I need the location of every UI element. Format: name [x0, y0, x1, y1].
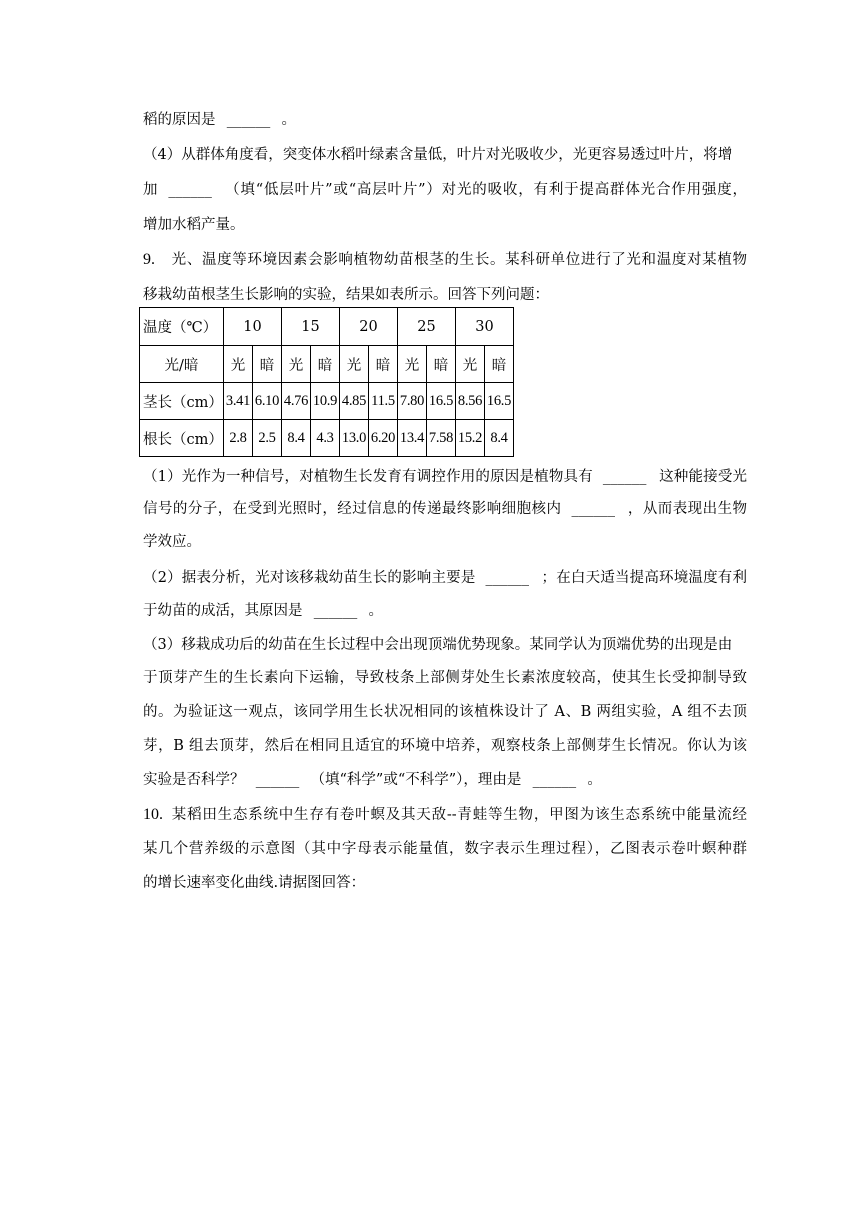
text-line: 实验是否科学？ ______ （填“科学”或“不科学”），理由是 ______ 。	[143, 772, 602, 788]
text-line: （4）从群体角度看，突变体水稻叶绿素含量低，叶片对光吸收少，光更容易透过叶片，将增	[143, 147, 733, 163]
question-number: 9.	[143, 251, 155, 268]
text-line: 增加水稻产量。	[143, 217, 245, 233]
table-row-label-root: 根长（cm）	[140, 420, 224, 457]
table-cell-light: 光	[340, 346, 369, 383]
table-cell-dark: 暗	[253, 346, 282, 383]
answer-blank: ______	[168, 182, 212, 198]
text-line: 芽，B 组去顶芽，然后在相同且适宜的环境中培养，观察枝条上部侧芽生长情况。你认为该	[143, 738, 747, 754]
text-line: 于幼苗的成活，其原因是 ______ 。	[143, 603, 383, 619]
table-cell: 6.10	[253, 383, 282, 420]
table-cell: 10.9	[311, 383, 340, 420]
table-row-label-stem: 茎长（cm）	[140, 383, 224, 420]
table-cell: 13.4	[398, 420, 427, 457]
table-cell-dark: 暗	[485, 346, 514, 383]
question-number: 10.	[143, 806, 163, 823]
table-cell-dark: 暗	[427, 346, 456, 383]
text-line: （3）移栽成功后的幼苗在生长过程中会出现顶端优势现象。某同学认为顶端优势的出现是由	[143, 637, 733, 653]
table-cell: 13.0	[340, 420, 369, 457]
data-table	[139, 307, 514, 457]
answer-blank: ______	[226, 112, 271, 128]
table-header-temp: 20	[340, 308, 398, 346]
table-row	[140, 383, 514, 420]
table-row	[140, 420, 514, 457]
question-10-line-1: 10. 某稻田生态系统中生存有卷叶螟及其天敌--青蛙等生物，甲图为该生态系统中能量流经	[143, 806, 747, 823]
table-cell: 15.2	[456, 420, 485, 457]
text-line: （2）据表分析，光对该移栽幼苗生长的影响主要是 ______ ；在白天适当提高环境温度有利	[143, 570, 747, 586]
text-line: 加 ______ （填“低层叶片”或“高层叶片”）对光的吸收，有利于提高群体光合作用强度，	[143, 182, 747, 198]
table-cell-light: 光	[398, 346, 427, 383]
table-cell: 4.85	[340, 383, 369, 420]
table-cell: 8.4	[485, 420, 514, 457]
table-sub-label: 光/暗	[140, 346, 224, 383]
table-cell-dark: 暗	[369, 346, 398, 383]
table-header-temp: 25	[398, 308, 456, 346]
answer-blank: ______	[571, 501, 615, 517]
table-cell: 11.5	[369, 383, 398, 420]
table-cell: 2.5	[253, 420, 282, 457]
table-row	[140, 308, 514, 346]
table-cell-dark: 暗	[311, 346, 340, 383]
question-10-line-3: 的增长速率变化曲线.请据图回答：	[143, 875, 366, 891]
text-line: 于顶芽产生的生长素向下运输，导致枝条上部侧芽处生长素浓度较高，使其生长受抑制导致	[143, 670, 747, 686]
table-header-temp: 10	[224, 308, 282, 346]
answer-blank: ______	[532, 772, 577, 788]
table-row	[140, 346, 514, 383]
text-line: （1）光作为一种信号，对植物生长发育有调控作用的原因是植物具有 ______ 这种能接受光	[143, 469, 748, 485]
table-cell: 4.76	[282, 383, 311, 420]
answer-blank: ______	[485, 570, 530, 586]
text-line: 稻的原因是 ______ 。	[143, 112, 296, 128]
question-9-line-2: 移栽幼苗根茎生长影响的实验，结果如表所示。回答下列问题：	[143, 287, 549, 303]
table-cell: 7.58	[427, 420, 456, 457]
answer-blank: ______	[255, 772, 300, 788]
table-cell: 8.4	[282, 420, 311, 457]
table-cell-light: 光	[282, 346, 311, 383]
table-header-temp: 30	[456, 308, 514, 346]
text-line: 信号的分子，在受到光照时，经过信息的传递最终影响细胞核内 ______ ，从而表现出生物	[143, 501, 748, 517]
answer-blank: ______	[602, 469, 647, 485]
table-cell: 7.80	[398, 383, 427, 420]
table-cell: 4.3	[311, 420, 340, 457]
question-10-line-2: 某几个营养级的示意图（其中字母表示能量值，数字表示生理过程），乙图表示卷叶螟种群	[143, 841, 747, 857]
text-line: 学效应。	[143, 534, 201, 550]
table-cell: 3.41	[224, 383, 253, 420]
table-cell-light: 光	[224, 346, 253, 383]
text-line: 的。为验证这一观点，该同学用生长状况相同的该植株设计了 A、B 两组实验，A 组不去顶	[143, 704, 747, 720]
table-cell: 8.56	[456, 383, 485, 420]
table-cell: 6.20	[369, 420, 398, 457]
table-cell-light: 光	[456, 346, 485, 383]
table-header-temp: 15	[282, 308, 340, 346]
table-cell: 16.5	[427, 383, 456, 420]
table-cell: 16.5	[485, 383, 514, 420]
answer-blank: ______	[313, 603, 358, 619]
table-cell: 2.8	[224, 420, 253, 457]
table-header-label: 温度（℃）	[140, 308, 224, 346]
question-9-line-1: 9. 光、温度等环境因素会影响植物幼苗根茎的生长。某科研单位进行了光和温度对某植物	[143, 251, 747, 268]
